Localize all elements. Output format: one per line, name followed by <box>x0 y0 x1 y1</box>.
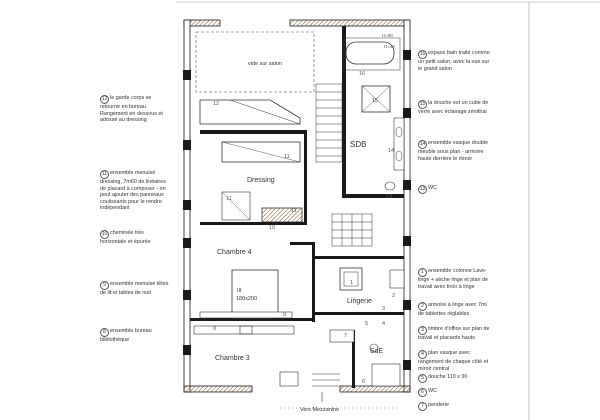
lingerie-shelf <box>390 270 404 288</box>
bed-size: 180x200 <box>236 296 258 302</box>
callout-num: 9 <box>283 312 287 318</box>
note-text: penderie <box>428 402 449 408</box>
note-number: 4 <box>418 350 427 359</box>
callout-num: 11 <box>291 208 297 214</box>
bed <box>232 270 278 318</box>
landing-wall <box>312 242 315 322</box>
dressing-bottom-wall <box>200 222 306 225</box>
callout-num: 16 <box>359 71 366 77</box>
window-mark <box>183 200 191 210</box>
stairs-upper <box>316 84 342 162</box>
wc-bottom <box>330 330 354 342</box>
callout-num: 1 <box>350 280 354 286</box>
note-14 <box>418 140 490 162</box>
note-number: 8 <box>100 328 109 337</box>
wall-right <box>404 20 410 392</box>
note-text: WC <box>428 388 437 394</box>
callout-num: 13 <box>386 194 393 200</box>
note-7 <box>418 402 490 411</box>
note-12 <box>100 95 170 124</box>
callout-num: 7 <box>344 333 348 339</box>
entry-box <box>280 372 298 386</box>
dim-h90: H=90 <box>382 33 393 38</box>
note-number: 5 <box>418 374 427 383</box>
callout-num: 12 <box>213 101 220 107</box>
note-text: la douche est un cube de verre avec éclairage zénithal <box>418 100 489 115</box>
note-text: ensemble bureau bibliothèque <box>100 328 152 343</box>
note-text: plan vasque avec rangement de chaque côté et miroir central <box>418 350 489 372</box>
note-text: douche 110 x 90 <box>428 374 468 380</box>
window-mark <box>403 360 411 370</box>
note-8 <box>100 328 170 344</box>
room-label-lingerie: Lingerie <box>347 298 372 305</box>
callout-num: 5 <box>365 321 369 327</box>
note-number: 9 <box>100 281 109 290</box>
callout-num: 11 <box>284 154 290 160</box>
note-text: ensemble vasque double meuble sous plan - armoire haute derrière le miroir <box>418 140 488 162</box>
double-vanity <box>394 118 404 170</box>
note-13 <box>418 185 490 194</box>
note-2 <box>418 302 490 318</box>
room-label-sde: SdE <box>370 348 384 355</box>
wall-bottom-right <box>340 386 410 392</box>
room-label-chambre4: Chambre 4 <box>217 249 252 256</box>
note-number: 14 <box>419 141 426 147</box>
window-mark <box>183 345 191 355</box>
note-number: 12 <box>101 96 108 102</box>
note-text: ensemble menuisé dressing, 7m60 de linéaires de placard à composer - on peut ajouter des panneaux coulissants pour le rendre indépendant <box>100 170 166 212</box>
note-number: 16 <box>419 51 426 57</box>
stairs-bottom <box>312 374 340 386</box>
sdb-bottom-wall <box>342 194 404 198</box>
note-6 <box>418 388 490 397</box>
dressing-right-wall <box>304 130 307 225</box>
note-text: WC <box>428 185 437 191</box>
lingerie-top-wall <box>312 256 404 259</box>
note-5 <box>418 374 490 383</box>
callout-num: 14 <box>388 148 395 154</box>
note-text: le garde corps se retourne en bureau. Rangement en dessous et adossé au dressing <box>100 95 163 124</box>
callout-num: 15 <box>372 98 379 104</box>
note-9 <box>100 281 170 297</box>
room-label-void: vide sur salon <box>248 61 282 67</box>
window-mark <box>183 140 191 150</box>
window-mark <box>183 70 191 80</box>
note-text: ensemble menuisé têtes de lit et tables de nuit <box>100 281 169 296</box>
mezzanine-label: Vers Mezzanine <box>300 407 340 413</box>
chambre4-bottom-wall <box>190 318 314 321</box>
washer-column <box>340 268 362 290</box>
note-3 <box>418 326 490 342</box>
window-mark <box>183 238 191 248</box>
note-text: cheminée très horizontale et épurée <box>100 230 151 245</box>
callout-num: 4 <box>382 321 386 327</box>
note-1 <box>418 268 490 290</box>
window-mark <box>403 236 411 246</box>
doorframe <box>290 242 312 245</box>
shower-sde <box>372 364 400 386</box>
note-text: espace bain traité comme un petit salon, avec la vue sur le grand salon <box>418 50 490 72</box>
window-mark <box>183 290 191 300</box>
lingerie-bottom-wall <box>312 312 404 315</box>
exterior-walls <box>184 20 410 392</box>
note-15 <box>418 100 490 116</box>
stairs-central <box>332 214 372 246</box>
room-label-chambre3: Chambre 3 <box>215 355 250 362</box>
dressing-wall-top <box>200 130 304 134</box>
note-number: 2 <box>418 302 427 311</box>
desk-library <box>194 326 294 334</box>
bed-roman: III <box>237 288 242 294</box>
callout-num: 2 <box>392 293 396 299</box>
wc-bowl <box>385 182 395 190</box>
note-text: timbre d'office sur plan de travail et placards hauts <box>418 326 490 341</box>
window-mark <box>403 108 411 118</box>
callout-num: 3 <box>382 306 386 312</box>
room-label-dressing: Dressing <box>247 177 275 184</box>
note-number: 3 <box>418 326 427 335</box>
note-11 <box>100 170 170 212</box>
note-number: 1 <box>418 268 427 277</box>
note-text: ensemble colonne Lave-linge + sèche linge et plan de travail avec tiroir à linge <box>418 268 488 290</box>
note-4 <box>418 350 490 372</box>
note-number: 7 <box>418 402 427 411</box>
note-16 <box>418 50 490 72</box>
note-number: 6 <box>418 388 427 397</box>
note-text: armoire à linge avec 7ml de tablettes réglables <box>418 302 487 317</box>
note-number: 13 <box>419 186 426 192</box>
callout-num: 10 <box>269 225 276 231</box>
window-mark <box>403 180 411 190</box>
note-number: 11 <box>101 171 108 177</box>
window-mark <box>403 50 411 60</box>
note-number: 10 <box>101 231 108 237</box>
note-10 <box>100 230 170 246</box>
room-label-sdb: SDB <box>350 140 367 149</box>
note-number: 15 <box>419 101 426 107</box>
callout-num: 8 <box>213 326 217 332</box>
callout-num: 11 <box>226 196 232 202</box>
callout-num: 6 <box>362 379 366 385</box>
headboard <box>200 312 292 318</box>
wall-top-right <box>290 20 410 26</box>
window-mark <box>403 300 411 310</box>
wall-bottom-left <box>184 386 252 392</box>
dim-h40: H=40 <box>384 44 395 49</box>
